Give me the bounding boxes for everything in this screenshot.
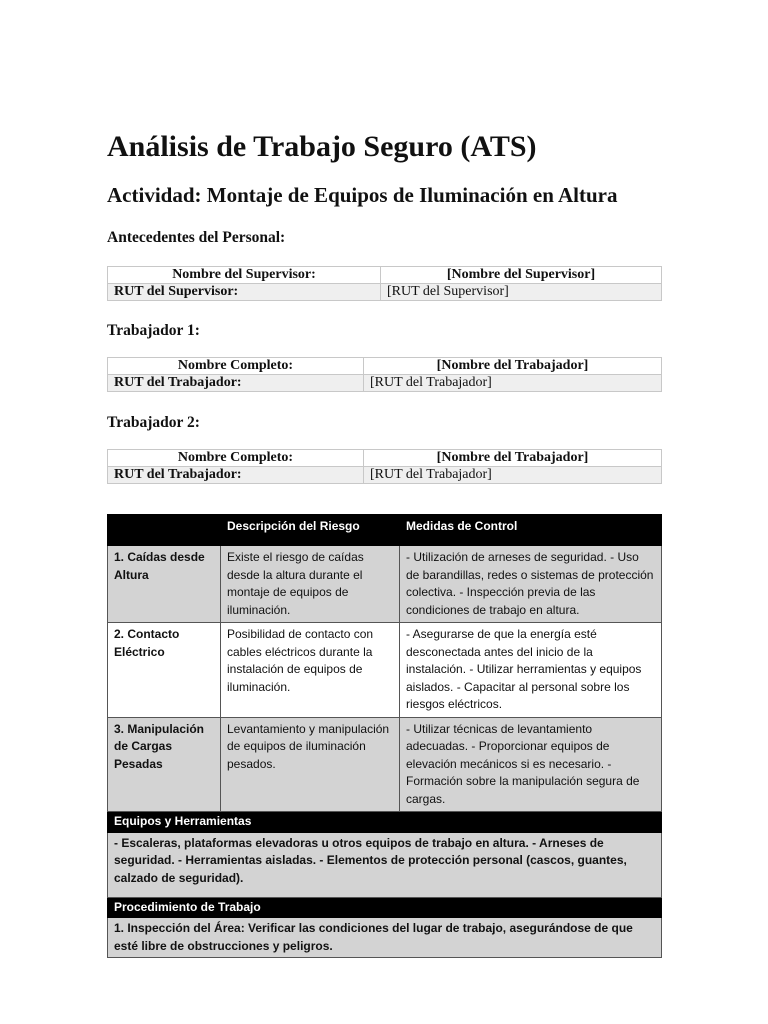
activity-subtitle: Actividad: Montaje de Equipos de Iluminación en Altura (107, 183, 618, 207)
supervisor-rut-value: [RUT del Supervisor] (381, 284, 662, 301)
risk-table (107, 514, 662, 958)
supervisor-name-label: Nombre del Supervisor: (108, 267, 381, 284)
risk-description: Posibilidad de contacto con cables eléctricos durante la instalación de equipos de iluminación. (221, 623, 400, 718)
personnel-heading: Antecedentes del Personal: (107, 229, 286, 246)
worker1-name-value: [Nombre del Trabajador] (364, 358, 662, 375)
procedure-section-body (108, 918, 662, 958)
risk-table-header (108, 515, 662, 546)
equipment-heading: Equipos y Herramientas (108, 812, 662, 833)
table-row (108, 546, 662, 623)
equipment-text: - Escaleras, plataformas elevadoras u otros equipos de trabajo en altura. - Arneses de seguridad. - Herramientas aisladas. - Elementos de protección personal (cascos, guantes, calzado de seguridad). (108, 832, 662, 897)
risk-header-description: Descripción del Riesgo (221, 515, 400, 546)
table-row (108, 717, 662, 812)
worker2-name-value: [Nombre del Trabajador] (364, 450, 662, 467)
supervisor-rut-label: RUT del Supervisor: (108, 284, 381, 301)
risk-controls: - Asegurarse de que la energía esté desconectada antes del inicio de la instalación. - Utilizar herramientas y equipos aislados. - Capacitar al personal sobre los riesgos eléctricos. (400, 623, 662, 718)
risk-name: 2. Contacto Eléctrico (108, 623, 221, 718)
procedure-heading: Procedimiento de Trabajo (108, 897, 662, 918)
worker1-rut-label: RUT del Trabajador: (108, 375, 364, 392)
worker1-rut-value: [RUT del Trabajador] (364, 375, 662, 392)
equipment-section-header (108, 812, 662, 833)
worker1-table (107, 357, 662, 392)
supervisor-name-value: [Nombre del Supervisor] (381, 267, 662, 284)
procedure-text: 1. Inspección del Área: Verificar las condiciones del lugar de trabajo, asegurándose de que esté libre de obstrucciones y peligros. (108, 918, 662, 958)
risk-name: 1. Caídas desde Altura (108, 546, 221, 623)
worker2-heading: Trabajador 2: (107, 414, 200, 431)
worker2-rut-value: [RUT del Trabajador] (364, 467, 662, 484)
worker2-name-label: Nombre Completo: (108, 450, 364, 467)
risk-header-empty (108, 515, 221, 546)
risk-description: Levantamiento y manipulación de equipos de iluminación pesados. (221, 717, 400, 812)
worker2-table (107, 449, 662, 484)
equipment-section-body (108, 832, 662, 897)
risk-header-controls: Medidas de Control (400, 515, 662, 546)
risk-controls: - Utilización de arneses de seguridad. - Uso de barandillas, redes o sistemas de protección colectiva. - Inspección previa de las condiciones de trabajo en altura. (400, 546, 662, 623)
table-row (108, 623, 662, 718)
worker2-rut-label: RUT del Trabajador: (108, 467, 364, 484)
risk-name: 3. Manipulación de Cargas Pesadas (108, 717, 221, 812)
risk-controls: - Utilizar técnicas de levantamiento adecuadas. - Proporcionar equipos de elevación mecánicos si es necesario. - Formación sobre la manipulación segura de cargas. (400, 717, 662, 812)
supervisor-table (107, 266, 662, 301)
worker1-heading: Trabajador 1: (107, 322, 200, 339)
worker1-name-label: Nombre Completo: (108, 358, 364, 375)
procedure-section-header (108, 897, 662, 918)
page-title: Análisis de Trabajo Seguro (ATS) (107, 130, 537, 163)
risk-description: Existe el riesgo de caídas desde la altura durante el montaje de equipos de iluminación. (221, 546, 400, 623)
